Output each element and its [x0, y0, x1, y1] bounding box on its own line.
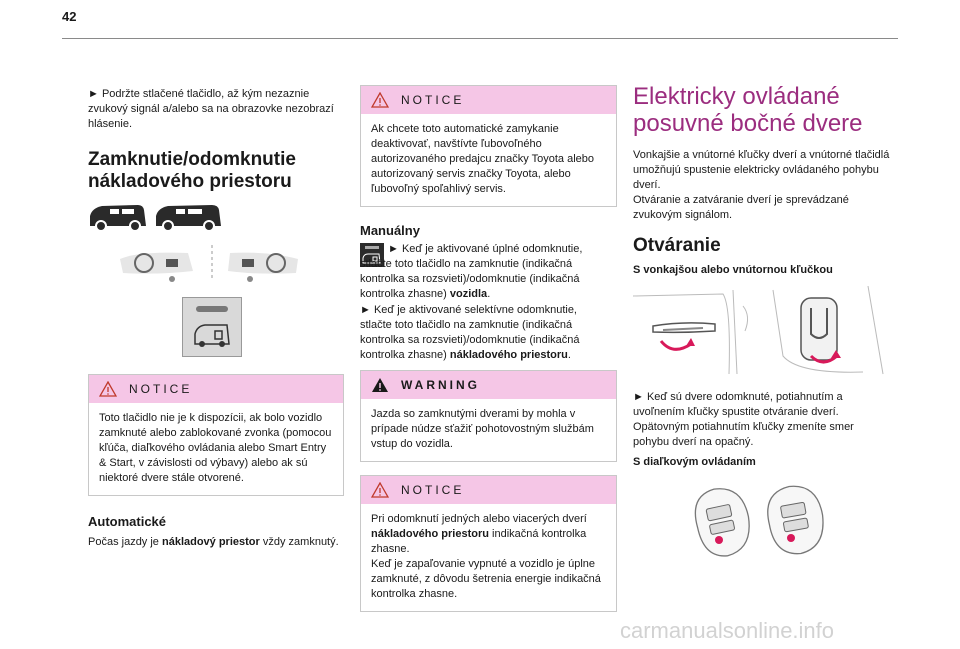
handle-text-1: ► Keď sú dvere odomknuté, potiahnutím a uvoľnením kľučky spustite otváranie dverí. [633, 391, 843, 418]
intro-paragraph-1: Vonkajšie a vnútorné kľučky dverí a vnútorné tlačidlá umožňujú spustenie elektricky ovládaného pohybu dverí. [633, 149, 890, 191]
interior-handle-icon [801, 298, 837, 360]
column-3 [633, 50, 891, 560]
manual-paragraph-2: ► Keď je aktivované selektívne odomknutie, stlačte toto tlačidlo na zamknutie (indikačná kontrolka sa rozsvieti)/odomknutie (indikačná kontrolka zhasne) nákladového priestoru. [360, 304, 580, 361]
notice-text: Toto tlačidlo nie je k dispozícii, ak bolo vozidlo zamknuté alebo zablokované zvonka (pomocou kľúča, diaľkového ovládania alebo Smart Entry & Start, v závislosti od výbavy) alebo ak sú niektoré dvere stále otvorené. [99, 412, 332, 484]
warning-header [361, 371, 616, 399]
intro-paragraph: ► Podržte stlačené tlačidlo, až kým nezaznie zvukový signál a/alebo sa na obrazovke nezobrazí hlásenie. [88, 88, 334, 130]
section-heading: Zamknutie/odomknutie nákladového priestoru [88, 149, 296, 192]
indicator-light [196, 306, 228, 312]
cargo-lock-button-illustration [182, 297, 242, 357]
vans-illustration [88, 200, 223, 232]
door-handle-illustration [633, 286, 891, 376]
notice-box [360, 85, 617, 207]
notice-box [88, 374, 344, 496]
remote-key-illustration [687, 482, 837, 560]
notice-text: Pri odomknutí jedných alebo viacerých dverí nákladového priestoru indikačná kontrolka zhasne. Keď je zapaľovanie vypnuté a vozidlo je úplne zamknuté, z dôvodu šetrenia energie indikačná kontrolka zhasne. [371, 513, 601, 600]
automatic-heading: Automatické [88, 514, 167, 529]
warning-label: WARNING [401, 378, 480, 392]
section-title: Elektricky ovládané posuvné bočné dvere [633, 83, 863, 137]
watermark: carmanualsonline.info [620, 618, 835, 643]
remote-heading: S diaľkovým ovládaním [633, 456, 756, 468]
notice-header [361, 86, 616, 114]
notice-header [89, 375, 343, 403]
warning-text: Jazda so zamknutými dverami by mohla v prípade núdze sťažiť pohotovostným službám vstup do vozidla. [371, 408, 594, 450]
dashboard-illustration [118, 245, 303, 285]
opening-heading: Otváranie [633, 235, 721, 256]
warning-triangle-icon [99, 381, 117, 397]
van-icon [90, 205, 221, 226]
handle-heading: S vonkajšou alebo vnútornou kľučkou [633, 264, 833, 276]
notice-label: NOTICE [129, 382, 193, 396]
manual-heading: Manuálny [360, 223, 420, 238]
pull-arrow-icon [661, 341, 691, 349]
warning-triangle-icon [371, 377, 389, 393]
header-rule [62, 38, 898, 39]
notice-header [361, 476, 616, 504]
warning-box [360, 370, 617, 462]
van-lock-icon [193, 320, 231, 348]
notice-box [360, 475, 617, 612]
page-number: 42 [62, 9, 77, 24]
notice-label: NOTICE [401, 93, 465, 107]
notice-label: NOTICE [401, 483, 465, 497]
warning-triangle-icon [371, 482, 389, 498]
manual-paragraph-1: ► Keď je aktivované úplné odomknutie, stlačte toto tlačidlo na zamknutie (indikačná kontrolka sa rozsvieti)/odomknutie (indikačná kontrolka zhasne) vozidla. [360, 243, 583, 300]
column-1 [88, 50, 342, 548]
intro-paragraph-2: Otváranie a zatváranie dverí je sprevádzané zvukovým signálom. [633, 194, 849, 221]
automatic-text: Počas jazdy je nákladový priestor vždy zamknutý. [88, 536, 339, 548]
handle-text-2: Opätovným potiahnutím kľučky zmeníte smer pohybu dverí na opačný. [633, 421, 854, 448]
warning-triangle-icon [371, 92, 389, 108]
notice-text: Ak chcete toto automatické zamykanie deaktivovať, navštívte ľubovoľného autorizovaného predajcu značky Toyota alebo autorizovaný servis značky Toyota, alebo ľubovoľný spoľahlivý servis. [371, 123, 595, 195]
exterior-handle-icon [653, 323, 715, 332]
